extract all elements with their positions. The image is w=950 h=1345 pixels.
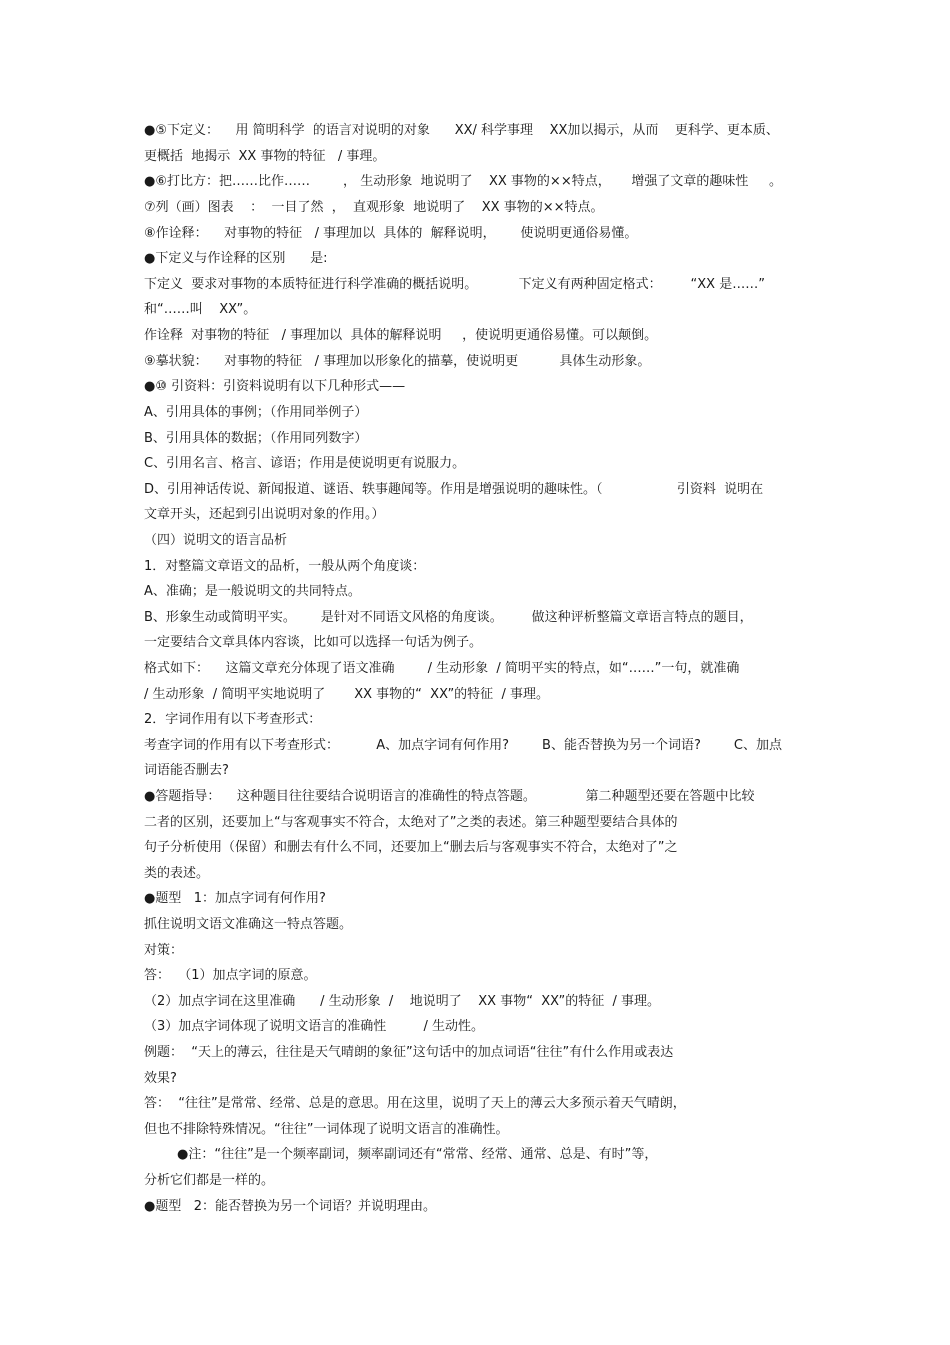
- text-line: （3）加点字词体现了说明文语言的准确性 / 生动性。: [144, 1019, 484, 1034]
- text-line: A、准确；是一般说明文的共同特点。: [144, 584, 361, 599]
- text-line: / 生动形象 / 简明平实地说明了 XX 事物的“ XX”的特征 / 事理。: [144, 687, 549, 702]
- text-line: ●⑩ 引资料：引资料说明有以下几种形式——: [144, 379, 406, 394]
- text-line: 二者的区别，还要加上“与客观事实不符合，太绝对了”之类的表述。第三种题型要结合具体的: [144, 815, 678, 830]
- text-line: ⑨摹状貌： 对事物的特征 / 事理加以形象化的描摹，使说明更 具体生动形象。: [144, 354, 651, 369]
- text-line: （2）加点字词在这里准确 / 生动形象 / 地说明了 XX 事物“ XX”的特征 / 事理。: [144, 994, 661, 1009]
- text-line: 作诠释 对事物的特征 / 事理加以 具体的解释说明 ，使说明更通俗易懂。可以颠倒。: [144, 328, 658, 343]
- text-line: A、引用具体的事例；（作用同举例子）: [144, 405, 368, 420]
- text-line: ●注：“往往”是一个频率副词，频率副词还有“常常、经常、通常、总是、有时”等，: [144, 1147, 658, 1162]
- text-line: 一定要结合文章具体内容谈，比如可以选择一句话为例子。: [144, 635, 483, 650]
- text-line: B、引用具体的数据；（作用同列数字）: [144, 431, 368, 446]
- text-line: ●⑤下定义： 用 简明科学 的语言对说明的对象 XX/ 科学事理 XX加以揭示，从而 更科学、更本质、: [144, 123, 779, 138]
- text-line: 效果?: [144, 1071, 177, 1086]
- text-line: ⑧作诠释： 对事物的特征 / 事理加以 具体的 解释说明， 使说明更通俗易懂。: [144, 226, 638, 241]
- text-line: ●题型 2：能否替换为另一个词语？并说明理由。: [144, 1199, 437, 1214]
- text-line: 考查字词的作用有以下考查形式： A、加点字词有何作用? B、能否替换为另一个词语? C、加点: [144, 738, 782, 753]
- section-heading: （四）说明文的语言品析: [144, 533, 288, 548]
- text-line: D、引用神话传说、新闻报道、谜语、轶事趣闻等。作用是增强说明的趣味性。（ 引资料 说明在: [144, 482, 764, 497]
- text-line: 分析它们都是一样的。: [144, 1173, 275, 1188]
- text-line: ●下定义与作诠释的区别 是:: [144, 251, 328, 266]
- text-line: 例题： “天上的薄云，往往是天气晴朗的象征”这句话中的加点词语“往往”有什么作用或表达: [144, 1045, 674, 1060]
- text-line: 格式如下： 这篇文章充分体现了语文准确 / 生动形象 / 简明平实的特点，如“……”一句，就准确: [144, 661, 740, 676]
- text-line: ●⑥打比方：把……比作…… ， 生动形象 地说明了 XX 事物的××特点， 增强了文章的趣味性 。: [144, 174, 783, 189]
- text-line: 答： （1）加点字词的原意。: [144, 968, 317, 983]
- text-line: C、引用名言、格言、谚语；作用是使说明更有说服力。: [144, 456, 466, 471]
- text-line: ⑦列（画）图表 ： 一目了然 ， 直观形象 地说明了 XX 事物的××特点。: [144, 200, 604, 215]
- text-line: 类的表述。: [144, 866, 210, 881]
- text-line: ●题型 1：加点字词有何作用?: [144, 891, 326, 906]
- text-line: 文章开头，还起到引出说明对象的作用。）: [144, 507, 385, 522]
- text-line: B、形象生动或简明平实。 是针对不同语文风格的角度谈。 做这种评析整篇文章语言特点的题目，: [144, 610, 753, 625]
- text-line: 和“……叫 XX”。: [144, 302, 257, 317]
- text-line: ●答题指导： 这种题目往往要结合说明语言的准确性的特点答题。 第二种题型还要在答题中比较: [144, 789, 755, 804]
- text-line: 答： “往往”是常常、经常、总是的意思。用在这里，说明了天上的薄云大多预示着天气晴朗，: [144, 1096, 686, 1111]
- text-line: 下定义 要求对事物的本质特征进行科学准确的概括说明。 下定义有两种固定格式： “XX 是……”: [144, 277, 765, 292]
- text-line: 更概括 地揭示 XX 事物的特征 / 事理。: [144, 149, 386, 164]
- text-line: 但也不排除特殊情况。“往往”一词体现了说明文语言的准确性。: [144, 1122, 509, 1137]
- text-line: 2．字词作用有以下考查形式：: [144, 712, 322, 727]
- text-line: 句子分析使用（保留）和删去有什么不同，还要加上“删去后与客观事实不符合，太绝对了”之: [144, 840, 678, 855]
- text-line: 词语能否删去?: [144, 763, 229, 778]
- text-line: 1．对整篇文章语文的品析，一般从两个角度谈：: [144, 559, 426, 574]
- text-line: 对策：: [144, 943, 184, 958]
- text-line: 抓住说明文语文准确这一特点答题。: [144, 917, 353, 932]
